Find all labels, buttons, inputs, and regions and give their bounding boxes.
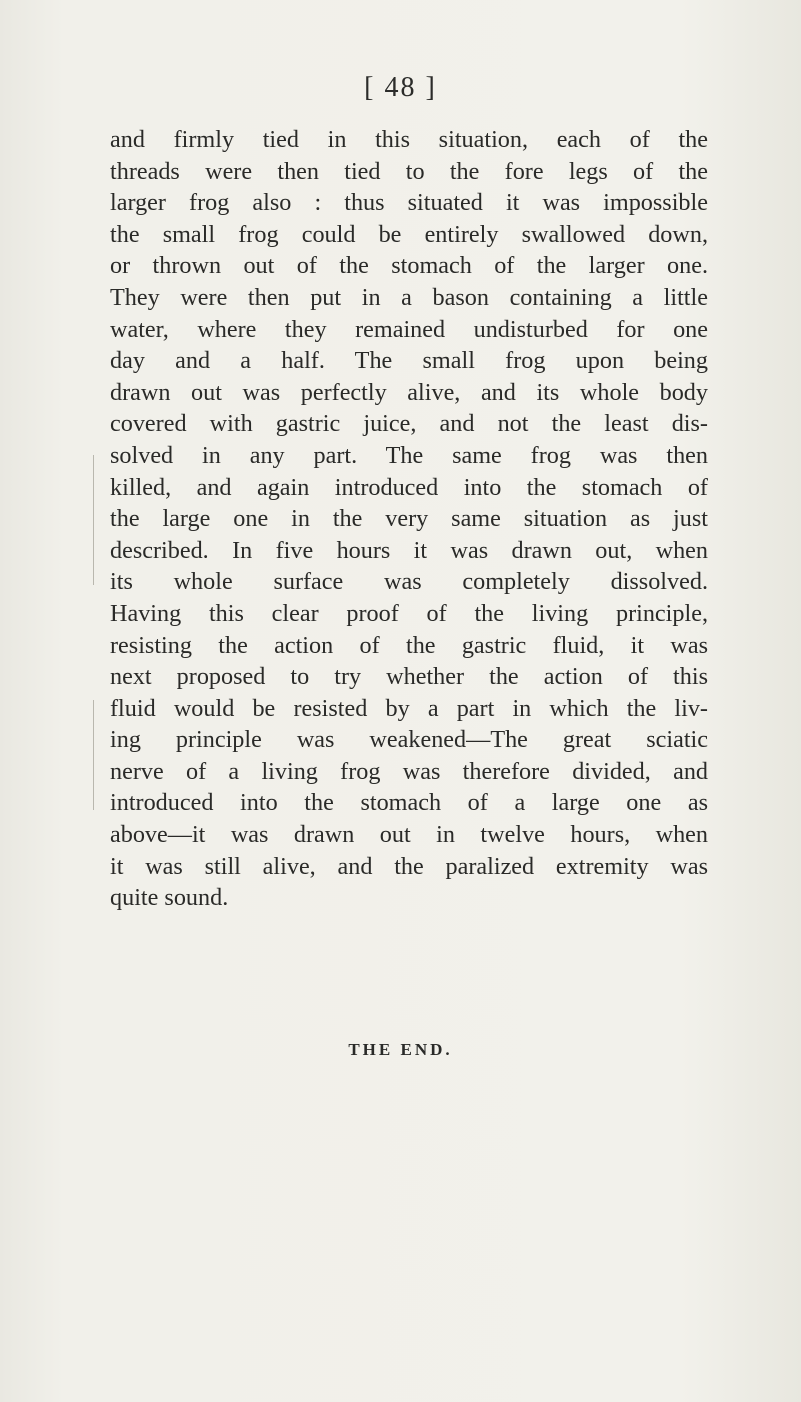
text-line: day and a half. The small frog upon being — [110, 347, 708, 375]
text-line: resisting the action of the gastric fluid, it was — [110, 631, 708, 659]
text-line: covered with gastric juice, and not the least dis- — [110, 410, 708, 438]
text-line: and firmly tied in this situation, each of the — [110, 126, 708, 153]
margin-mark — [93, 700, 94, 810]
text-line: introduced into the stomach of a large one as — [110, 789, 708, 817]
text-line: quite sound. — [110, 884, 229, 912]
text-line: fluid would be resisted by a part in which the liv- — [110, 694, 708, 722]
text-line: They were then put in a bason containing a little — [110, 283, 708, 311]
text-line: ing principle was weakened—The great sciatic — [110, 726, 708, 754]
the-end-heading: THE END. — [348, 1040, 453, 1059]
text-line: its whole surface was completely dissolved. — [110, 568, 708, 596]
text-line: solved in any part. The same frog was then — [110, 441, 708, 469]
text-line: above—it was drawn out in twelve hours, when — [110, 821, 708, 849]
text-line: or thrown out of the stomach of the larger one. — [110, 252, 708, 280]
text-line: threads were then tied to the fore legs of the — [110, 157, 708, 185]
page-number: [ 48 ] — [364, 72, 437, 103]
text-line: it was still alive, and the paralized extremity was — [110, 852, 708, 880]
text-line: water, where they remained undisturbed for one — [110, 315, 708, 343]
margin-mark — [93, 455, 94, 585]
text-line: the large one in the very same situation as just — [110, 505, 708, 533]
text-line: next proposed to try whether the action of this — [110, 663, 708, 691]
text-line: killed, and again introduced into the stomach of — [110, 473, 708, 501]
text-line: larger frog also : thus situated it was impossible — [110, 189, 708, 217]
text-line: described. In five hours it was drawn out, when — [110, 536, 708, 564]
text-line: the small frog could be entirely swallowed down, — [110, 220, 708, 248]
text-line: nerve of a living frog was therefore divided, and — [110, 757, 708, 785]
text-line: drawn out was perfectly alive, and its whole body — [110, 378, 708, 406]
text-line: Having this clear proof of the living principle, — [110, 599, 708, 627]
body-paragraph — [110, 124, 708, 914]
